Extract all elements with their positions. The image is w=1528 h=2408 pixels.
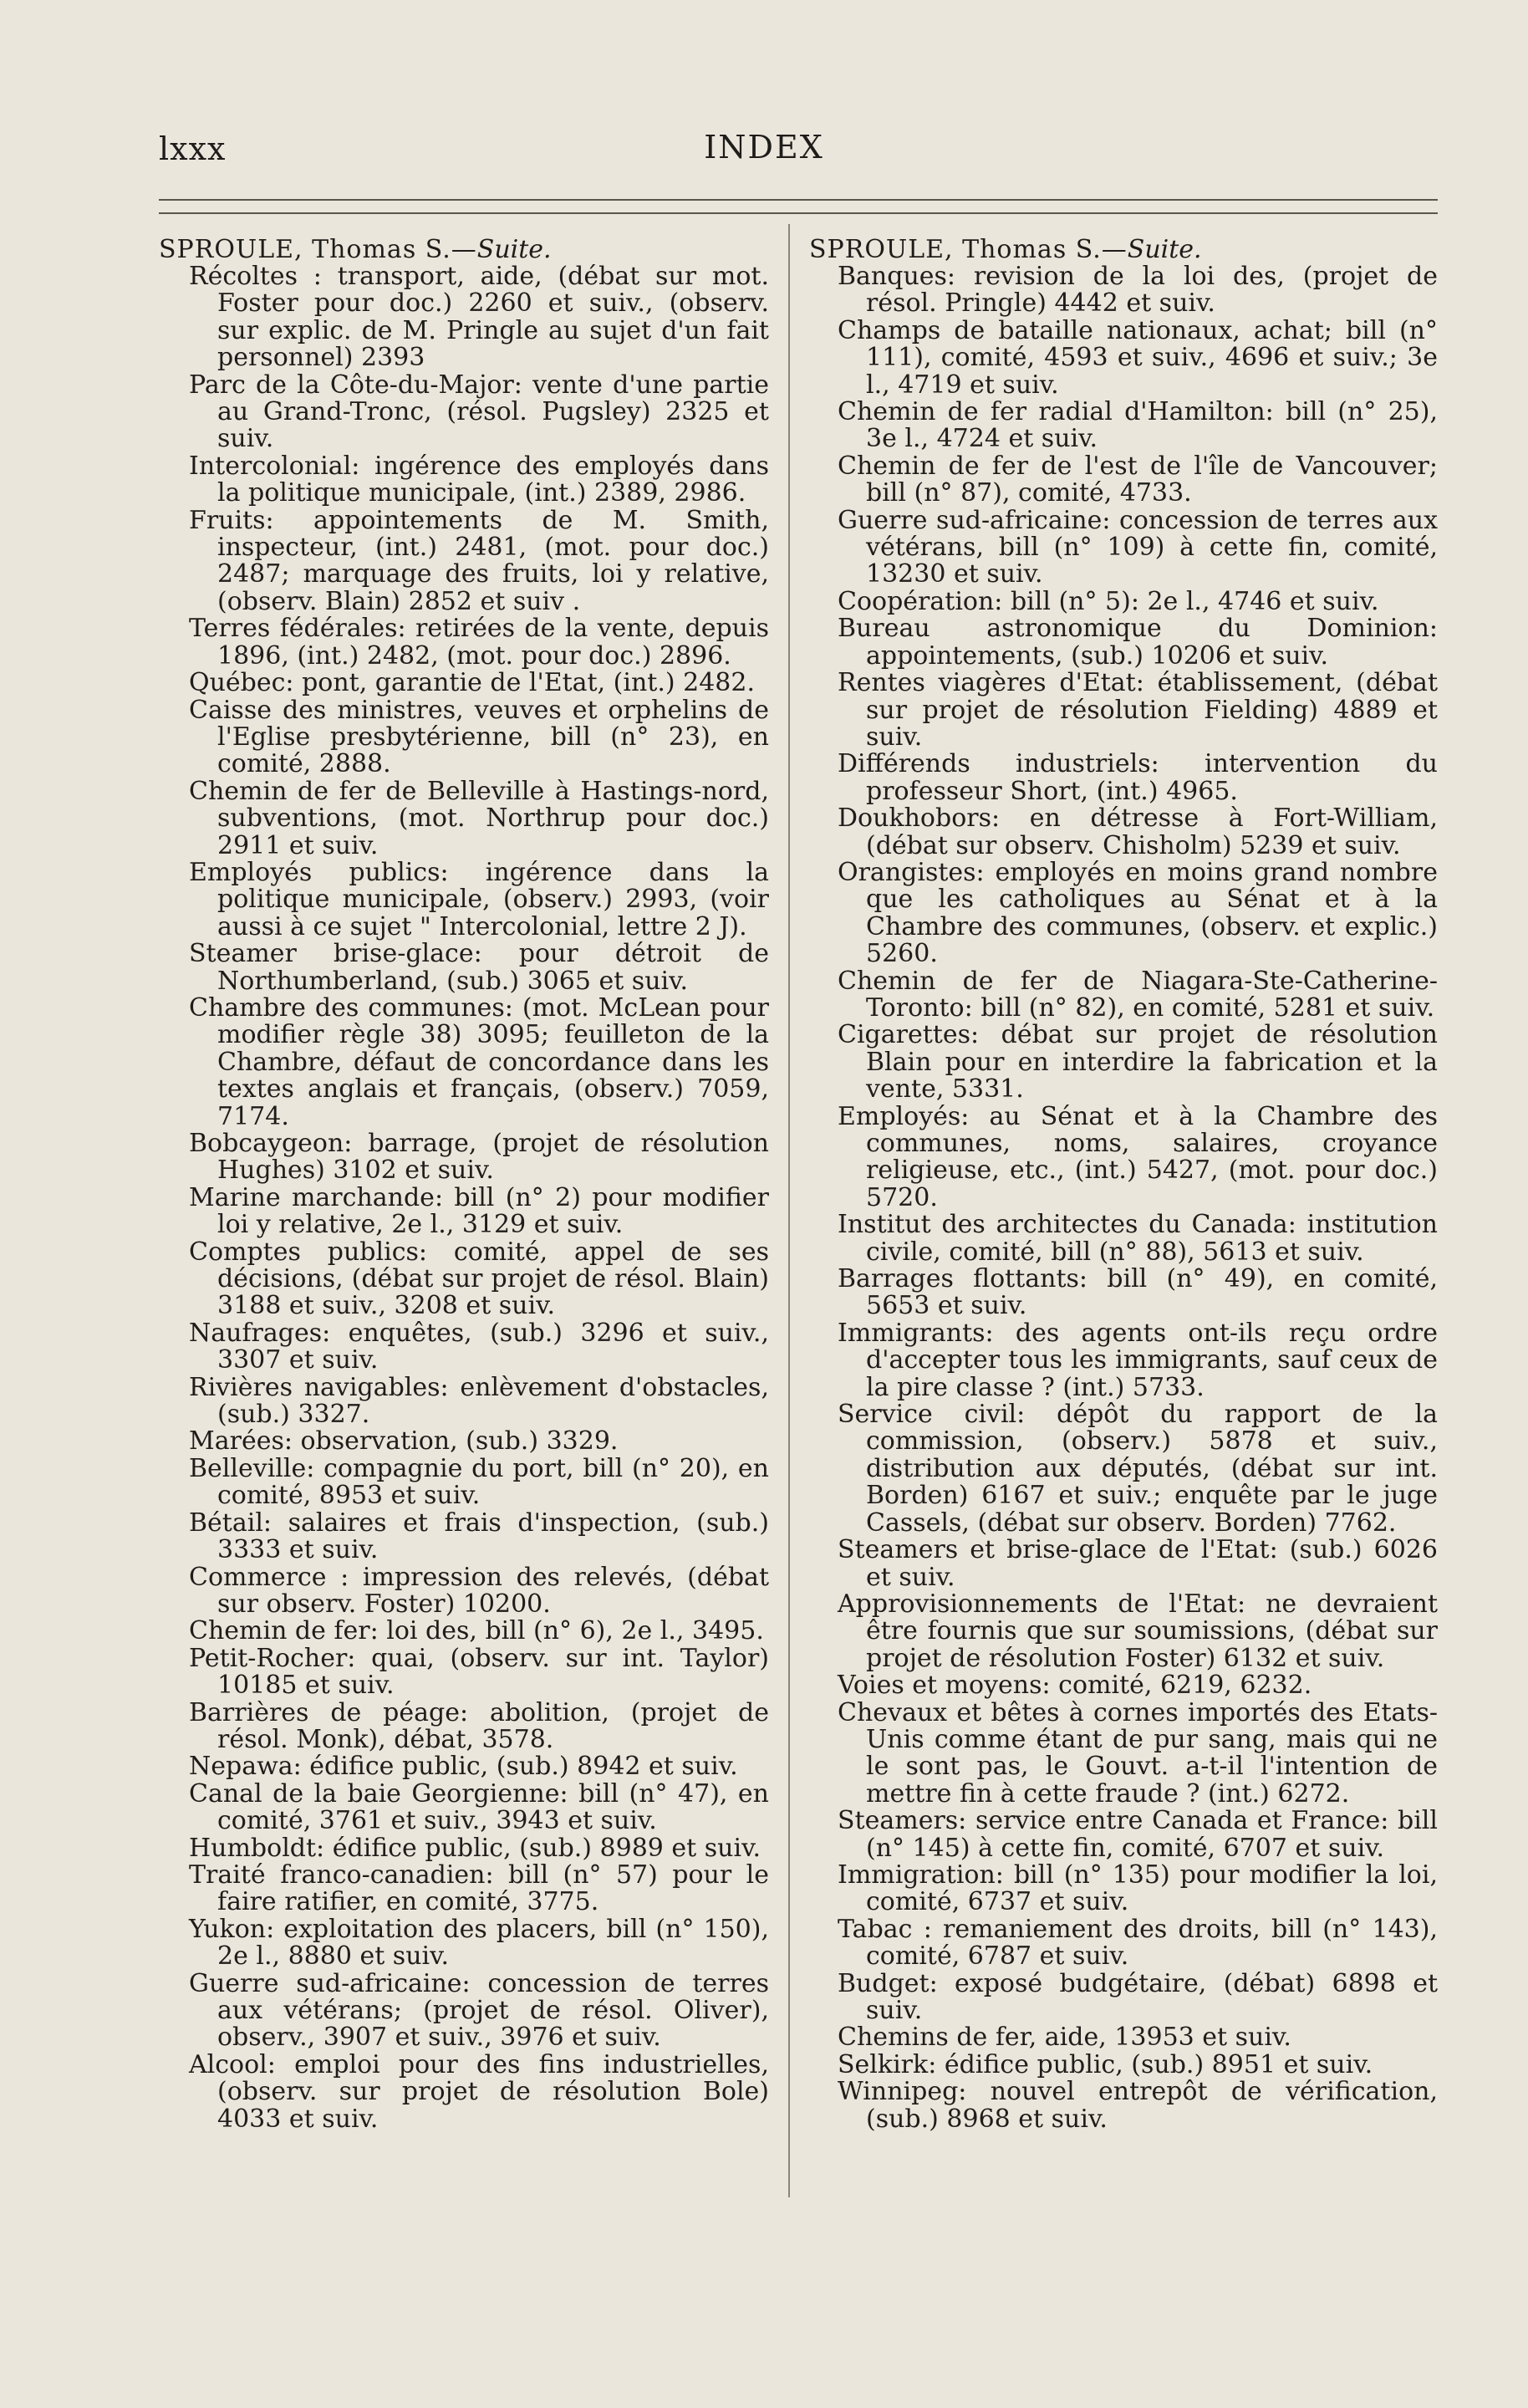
index-entry: Bobcaygeon: barrage, (projet de résolution Hughes) 3102 et suiv. <box>189 1129 769 1186</box>
index-entry: Parc de la Côte-du-Major: vente d'une partie au Grand-Tronc, (résol. Pugsley) 2325 et suiv. <box>189 370 769 454</box>
index-entry: Chemin de fer de l'est de l'île de Vancouver; bill (n° 87), comité, 4733. <box>838 451 1438 508</box>
index-entry: Naufrages: enquêtes, (sub.) 3296 et suiv., 3307 et suiv. <box>189 1318 769 1375</box>
index-entry: Marine marchande: bill (n° 2) pour modifier loi y relative, 2e l., 3129 et suiv. <box>189 1182 769 1240</box>
index-entry: Canal de la baie Georgienne: bill (n° 47), en comité, 3761 et suiv., 3943 et suiv. <box>189 1778 769 1836</box>
index-entry: Chemin de fer: loi des, bill (n° 6), 2e l., 3495. <box>189 1616 764 1646</box>
index-entry: Coopération: bill (n° 5): 2e l., 4746 et suiv. <box>838 586 1379 616</box>
page-title: INDEX <box>704 129 824 166</box>
index-entry: Immigration: bill (n° 135) pour modifier la loi, comité, 6737 et suiv. <box>838 1860 1438 1917</box>
index-entry: Récoltes : transport, aide, (débat sur mot. Foster pour doc.) 2260 et suiv., (observ. sur explic. de M. Pringle au sujet d'un fait personnel) 2393 <box>189 262 769 373</box>
heading-name: SPROULE, Thomas S.— <box>809 235 1128 264</box>
index-entry: Rivières navigables: enlèvement d'obstacles, (sub.) 3327. <box>189 1372 769 1430</box>
index-entry: Petit-Rocher: quai, (observ. sur int. Taylor) 10185 et suiv. <box>189 1643 769 1701</box>
index-entry: Humboldt: édifice public, (sub.) 8989 et suiv. <box>189 1833 761 1863</box>
index-entry: Steamers: service entre Canada et France: bill (n° 145) à cette fin, comité, 6707 et suiv. <box>838 1806 1438 1863</box>
index-entry: Champs de bataille nationaux, achat; bill (n° 111), comité, 4593 et suiv., 4696 et suiv.; 3e l., 4719 et suiv. <box>838 315 1438 400</box>
index-entry: Employés: au Sénat et à la Chambre des communes, noms, salaires, croyance religieuse, etc., (int.) 5427, (mot. pour doc.) 5720. <box>838 1101 1438 1212</box>
index-entry: Marées: observation, (sub.) 3329. <box>189 1426 619 1457</box>
index-entry: Nepawa: édifice public, (sub.) 8942 et suiv. <box>189 1752 738 1782</box>
index-entry: Chemin de fer de Belleville à Hastings-nord, subventions, (mot. Northrup pour doc.) 2911 et suiv. <box>189 776 769 860</box>
index-entry: Approvisionnements de l'Etat: ne devraient être fournis que sur soumissions, (débat sur projet de résolution Foster) 6132 et suiv. <box>838 1589 1438 1673</box>
heading-name: SPROULE, Thomas S.— <box>159 235 477 264</box>
index-entry: Banques: revision de la loi des, (projet de résol. Pringle) 4442 et suiv. <box>838 262 1438 319</box>
index-entry: Intercolonial: ingérence des employés dans la politique municipale, (int.) 2389, 2986. <box>189 451 769 508</box>
index-entry: Fruits: appointements de M. Smith, inspecteur, (int.) 2481, (mot. pour doc.) 2487; marquage des fruits, loi y relative, (observ. Blain) 2852 et suiv . <box>189 505 769 616</box>
index-entry: Chevaux et bêtes à cornes importés des Etats-Unis comme étant de pur sang, mais qui ne le sont pas, le Gouvt. a-t-il l'intention de mettre fin à cette fraude ? (int.) 6272. <box>838 1697 1438 1809</box>
index-entry: Selkirk: édifice public, (sub.) 8951 et suiv. <box>838 2049 1373 2079</box>
index-entry: Yukon: exploitation des placers, bill (n° 150), 2e l., 8880 et suiv. <box>189 1914 769 1972</box>
index-entry: Budget: exposé budgétaire, (débat) 6898 et suiv. <box>838 1968 1438 2025</box>
index-entry: Caisse des ministres, veuves et orphelins de l'Eglise presbytérienne, bill (n° 23), en comité, 2888. <box>189 695 769 779</box>
index-entry: Cigarettes: débat sur projet de résolution Blain pour en interdire la fabrication et la vente, 5331. <box>838 1020 1438 1105</box>
index-entry: Chemin de fer de Niagara-Ste-Catherine-Toronto: bill (n° 82), en comité, 5281 et suiv. <box>838 966 1438 1023</box>
index-entry: Barrages flottants: bill (n° 49), en comité, 5653 et suiv. <box>838 1264 1438 1321</box>
index-entry: Guerre sud-africaine: concession de terres aux vétérans, bill (n° 109) à cette fin, comité, 13230 et suiv. <box>838 505 1438 589</box>
index-entry: Traité franco-canadien: bill (n° 57) pour le faire ratifier, en comité, 3775. <box>189 1860 769 1917</box>
index-entry: Québec: pont, garantie de l'Etat, (int.) 2482. <box>189 668 756 698</box>
right-entry-list <box>809 263 1438 2133</box>
left-column-heading <box>159 236 769 263</box>
index-entry: Employés publics: ingérence dans la politique municipale, (observ.) 2993, (voir aussi à ce sujet " Intercolonial, lettre 2 J). <box>189 857 769 941</box>
index-entry: Chemin de fer radial d'Hamilton: bill (n° 25), 3e l., 4724 et suiv. <box>838 397 1438 454</box>
left-column <box>159 236 769 2133</box>
page-number: lxxx <box>159 130 227 167</box>
index-entry: Service civil: dépôt du rapport de la commission, (observ.) 5878 et suiv., distribution aux députés, (débat sur int. Borden) 6167 et suiv.; enquête par le juge Cassels, (débat sur observ. Borden) 7762. <box>838 1400 1438 1538</box>
column-divider <box>788 224 790 2197</box>
index-entry: Steamer brise-glace: pour détroit de Northumberland, (sub.) 3065 et suiv. <box>189 939 769 996</box>
index-entry: Rentes viagères d'Etat: établissement, (débat sur projet de résolution Fielding) 4889 et suiv. <box>838 668 1438 752</box>
index-entry: Commerce : impression des relevés, (débat sur observ. Foster) 10200. <box>189 1562 769 1619</box>
index-entry: Chambre des communes: (mot. McLean pour modifier règle 38) 3095; feuilleton de la Chambre, défaut de concordance dans les textes anglais et français, (observ.) 7059, 7174. <box>189 992 769 1131</box>
index-entry: Orangistes: employés en moins grand nombre que les catholiques au Sénat et à la Chambre des communes, (observ. et explic.) 5260. <box>838 857 1438 969</box>
index-entry: Barrières de péage: abolition, (projet de résol. Monk), débat, 3578. <box>189 1697 769 1754</box>
index-entry: Alcool: emploi pour des fins industrielles, (observ. sur projet de résolution Bole) 4033 et suiv. <box>189 2049 769 2134</box>
index-entry: Bureau astronomique du Dominion: appointements, (sub.) 10206 et suiv. <box>838 614 1438 671</box>
index-entry: Steamers et brise-glace de l'Etat: (sub.) 6026 et suiv. <box>838 1535 1438 1592</box>
index-entry: Bétail: salaires et frais d'inspection, (sub.) 3333 et suiv. <box>189 1508 769 1565</box>
header-rule-top <box>159 199 1438 201</box>
index-entry: Guerre sud-africaine: concession de terres aux vétérans; (projet de résol. Oliver), observ., 3907 et suiv., 3976 et suiv. <box>189 1968 769 2053</box>
index-entry: Doukhobors: en détresse à Fort-William, (débat sur observ. Chisholm) 5239 et suiv. <box>838 804 1438 860</box>
index-entry: Terres fédérales: retirées de la vente, depuis 1896, (int.) 2482, (mot. pour doc.) 2896. <box>189 614 769 671</box>
heading-suite: Suite. <box>1127 235 1202 264</box>
index-entry: Chemins de fer, aide, 13953 et suiv. <box>838 2023 1291 2053</box>
header-rule-bottom <box>159 212 1438 214</box>
heading-suite: Suite. <box>476 235 552 264</box>
index-entry: Voies et moyens: comité, 6219, 6232. <box>838 1671 1312 1701</box>
right-column <box>809 236 1438 2133</box>
index-entry: Winnipeg: nouvel entrepôt de vérification, (sub.) 8968 et suiv. <box>838 2077 1438 2134</box>
right-column-heading <box>809 236 1438 263</box>
index-entry: Tabac : remaniement des droits, bill (n° 143), comité, 6787 et suiv. <box>838 1914 1438 1972</box>
index-entry: Institut des architectes du Canada: institution civile, comité, bill (n° 88), 5613 et suiv. <box>838 1210 1438 1267</box>
index-entry: Belleville: compagnie du port, bill (n° 20), en comité, 8953 et suiv. <box>189 1453 769 1511</box>
left-entry-list <box>159 263 769 2133</box>
index-entry: Immigrants: des agents ont-ils reçu ordre d'accepter tous les immigrants, sauf ceux de la pire classe ? (int.) 5733. <box>838 1318 1438 1402</box>
index-entry: Comptes publics: comité, appel de ses décisions, (débat sur projet de résol. Blain) 3188 et suiv., 3208 et suiv. <box>189 1237 769 1321</box>
index-entry: Différends industriels: intervention du professeur Short, (int.) 4965. <box>838 749 1438 806</box>
